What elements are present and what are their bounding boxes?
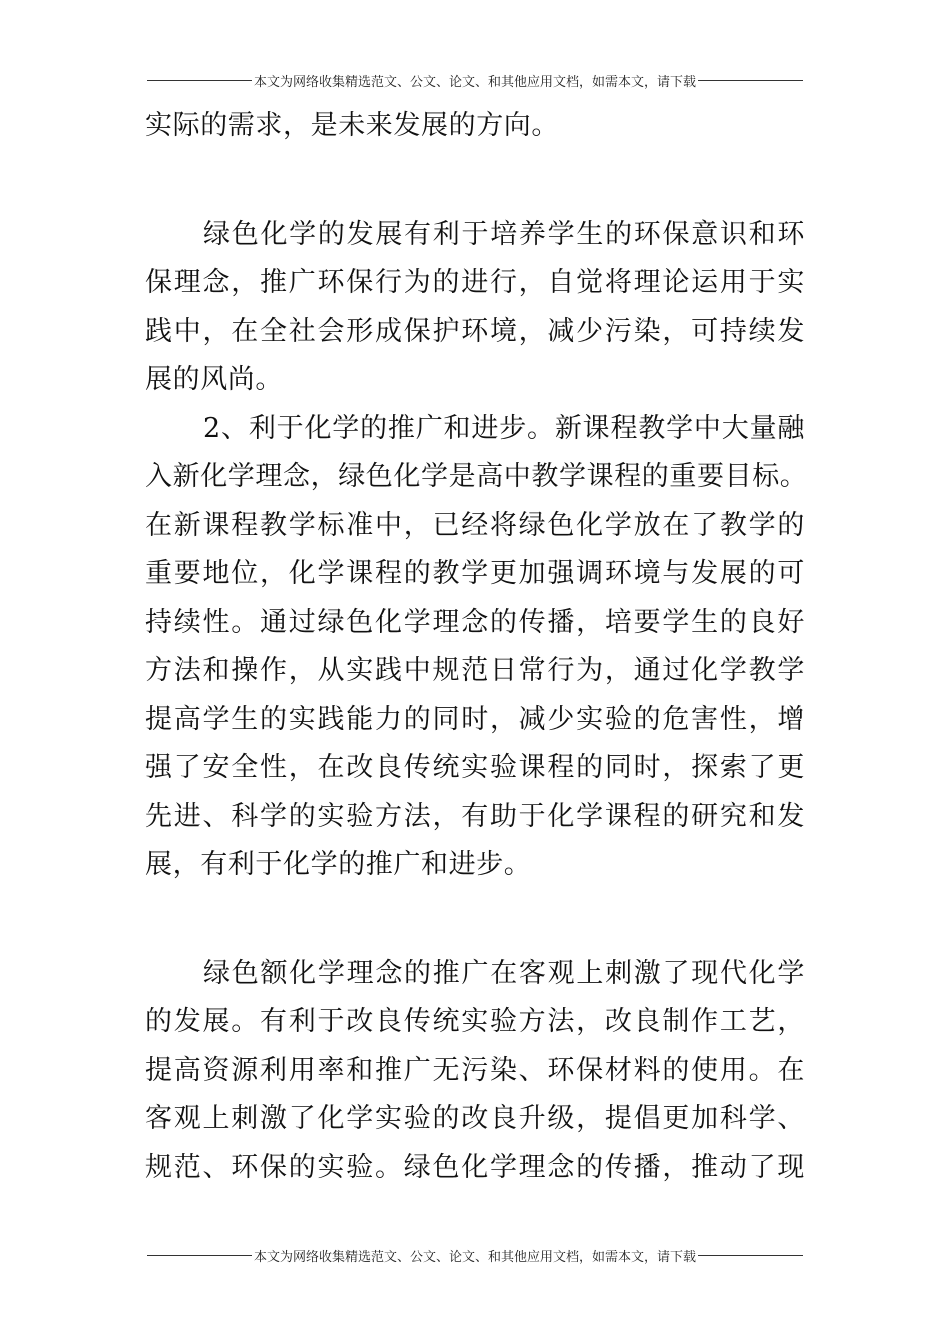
paragraph-4-line-3: 提高资源利用率和推广无污染、环保材料的使用。在 — [145, 1054, 805, 1086]
header-banner — [145, 70, 805, 90]
paragraph-gap — [145, 151, 805, 211]
paragraph-3-line-6: 方法和操作，从实践中规范日常行为，通过化学教学 — [145, 655, 805, 686]
footer-banner-text: 本文为网络收集精选范文、公文、论文、和其他应用文档，如需本文，请下载 — [254, 1249, 697, 1265]
paragraph-4-line-4: 客观上刺激了化学实验的改良升级，提倡更加科学、 — [145, 1103, 805, 1134]
paragraph-4-line-2: 的发展。有利于改良传统实验方法，改良制作工艺， — [145, 1006, 805, 1037]
paragraph-3-line-3: 在新课程教学标准中，已经将绿色化学放在了教学的 — [145, 509, 805, 541]
paragraph-3-line-10: 展，有利于化学的推广和进步。 — [145, 849, 532, 880]
paragraph-1-line-1: 实际的需求，是未来发展的方向。 — [145, 110, 559, 141]
paragraph-2-line-2: 保理念，推广环保行为的进行，自觉将理论运用于实 — [145, 267, 805, 298]
paragraph-2-line-4: 展的风尚。 — [145, 364, 283, 395]
banner-rule-right — [698, 1255, 803, 1256]
paragraph-4-line-1: 绿色额化学理念的推广在客观上刺激了现代化学 — [203, 957, 805, 989]
banner-rule-left — [147, 80, 252, 81]
paragraph-2-line-3: 践中，在全社会形成保护环境，减少污染，可持续发 — [145, 315, 805, 347]
document-body — [145, 102, 808, 1192]
footer-banner — [145, 1245, 805, 1265]
paragraph-4-line-5: 规范、环保的实验。绿色化学理念的传播，推动了现 — [145, 1151, 805, 1183]
banner-rule-right — [698, 80, 803, 81]
header-banner-text: 本文为网络收集精选范文、公文、论文、和其他应用文档，如需本文，请下载 — [254, 74, 697, 90]
paragraph-2-line-1: 绿色化学的发展有利于培养学生的环保意识和环 — [203, 218, 805, 250]
paragraph-3-line-1: 2、利于化学的推广和进步。新课程教学中大量融 — [203, 412, 805, 444]
paragraph-3-line-4: 重要地位，化学课程的教学更加强调环境与发展的可 — [145, 558, 805, 589]
paragraph-3-line-2: 入新化学理念，绿色化学是高中教学课程的重要目标。 — [145, 461, 808, 492]
paragraph-3-line-9: 先进、科学的实验方法，有助于化学课程的研究和发 — [145, 800, 805, 832]
paragraph-gap — [145, 890, 805, 950]
paragraph-3-line-7: 提高学生的实践能力的同时，减少实验的危害性，增 — [145, 703, 805, 735]
paragraph-3-line-5: 持续性。通过绿色化学理念的传播，培要学生的良好 — [145, 606, 805, 638]
banner-rule-left — [147, 1255, 252, 1256]
paragraph-3-line-8: 强了安全性，在改良传统实验课程的同时，探索了更 — [145, 752, 805, 783]
